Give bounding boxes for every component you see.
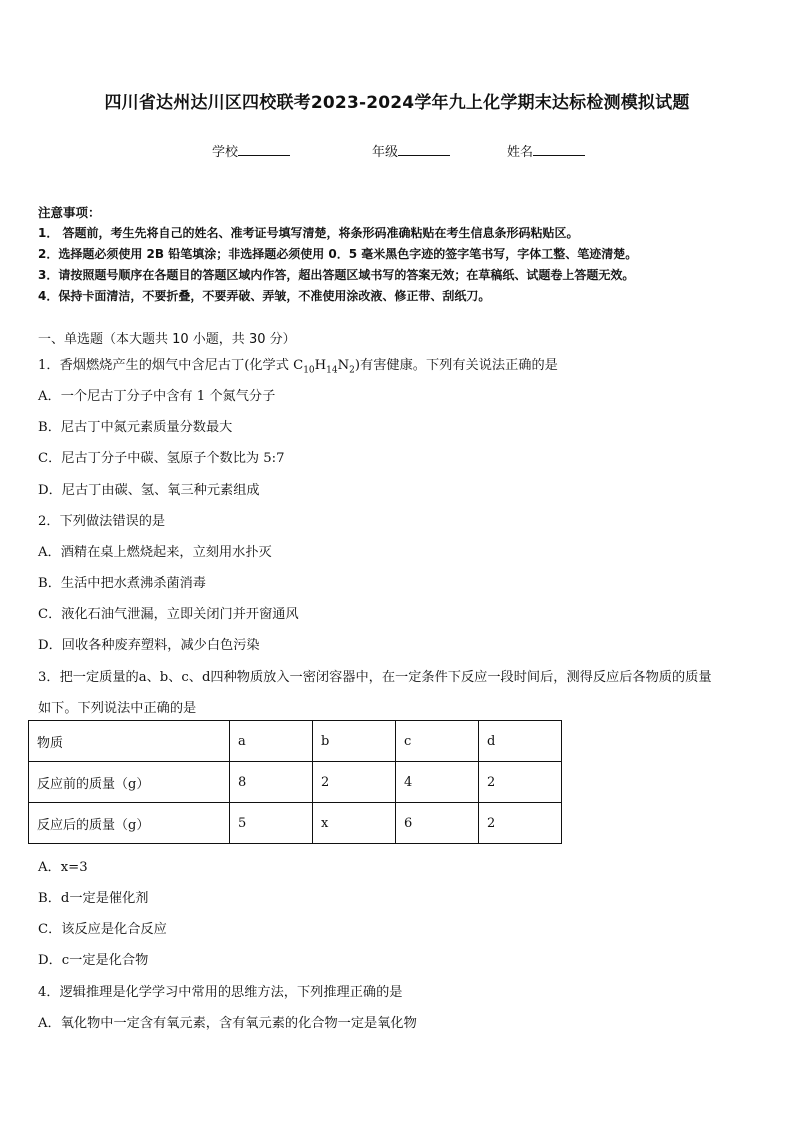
section-title: 一、单选题（本大题共 10 小题，共 30 分） xyxy=(38,332,296,347)
table-row xyxy=(29,762,562,803)
name-label: 姓名 xyxy=(507,145,534,160)
q1-sub-h: 14 xyxy=(326,365,338,376)
notice-item: 4．保持卡面清洁，不要折叠，不要弄破、弄皱，不准使用涂改液、修正带、刮纸刀。 xyxy=(38,289,491,303)
question-1-option-a: A．一个尼古丁分子中含有 1 个氮气分子 xyxy=(38,389,276,404)
table-cell: b xyxy=(313,721,396,762)
mass-table xyxy=(28,720,562,844)
school-label: 学校 xyxy=(212,145,239,160)
question-1-option-c: C．尼古丁分子中碳、氢原子个数比为 5:7 xyxy=(38,451,285,466)
table-cell: x xyxy=(313,803,396,844)
grade-label: 年级 xyxy=(372,145,399,160)
question-3-option-a: A．x=3 xyxy=(38,860,88,875)
table-cell: 2 xyxy=(313,762,396,803)
table-cell: 反应后的质量（g） xyxy=(29,803,230,844)
table-cell: d xyxy=(479,721,562,762)
notice-item: 1． 答题前，考生先将自己的姓名、准考证号填写清楚，将条形码准确粘贴在考生信息条形码粘贴区。 xyxy=(38,226,579,240)
table-cell: 6 xyxy=(396,803,479,844)
question-3-option-d: D．c一定是化合物 xyxy=(38,953,149,968)
q1-sub-n: 2 xyxy=(349,365,355,376)
name-field xyxy=(507,141,585,160)
question-2-option-c: C．液化石油气泄漏，立即关闭门并开窗通风 xyxy=(38,607,299,622)
notice-title: 注意事项： xyxy=(38,205,101,220)
question-1-stem xyxy=(38,354,558,376)
question-2-option-d: D．回收各种废弃塑料，减少白色污染 xyxy=(38,638,260,653)
question-2-option-b: B．生活中把水煮沸杀菌消毒 xyxy=(38,576,206,591)
table-cell: 4 xyxy=(396,762,479,803)
school-field xyxy=(212,141,290,160)
grade-blank xyxy=(398,143,450,156)
q1-sub-c: 10 xyxy=(303,365,315,376)
table-cell: 2 xyxy=(479,803,562,844)
question-4-stem: 4．逻辑推理是化学学习中常用的思维方法，下列推理正确的是 xyxy=(38,985,403,1000)
q1-stem-post: )有害健康。下列有关说法正确的是 xyxy=(354,358,558,373)
table-cell: 物质 xyxy=(29,721,230,762)
question-2-option-a: A．酒精在桌上燃烧起来，立刻用水扑灭 xyxy=(38,545,272,560)
grade-field xyxy=(372,141,450,160)
q1-n: N xyxy=(337,358,350,373)
table-cell: 反应前的质量（g） xyxy=(29,762,230,803)
q1-stem-pre: 1．香烟燃烧产生的烟气中含尼古丁(化学式 C xyxy=(38,358,304,373)
question-2-stem: 2．下列做法错误的是 xyxy=(38,514,166,529)
q1-h: H xyxy=(314,358,327,373)
table-cell: a xyxy=(230,721,313,762)
exam-title: 四川省达州达川区四校联考2023-2024学年九上化学期末达标检测模拟试题 xyxy=(104,93,690,113)
table-cell: 5 xyxy=(230,803,313,844)
question-3-stem-line1: 3．把一定质量的a、b、c、d四种物质放入一密闭容器中，在一定条件下反应一段时间后，测得反应后各物质的质量 xyxy=(38,670,712,685)
question-3-option-c: C．该反应是化合反应 xyxy=(38,922,167,937)
name-blank xyxy=(533,143,585,156)
question-3-option-b: B．d一定是催化剂 xyxy=(38,891,149,906)
table-row xyxy=(29,803,562,844)
notice-item: 3．请按照题号顺序在各题目的答题区域内作答，超出答题区域书写的答案无效；在草稿纸、试题卷上答题无效。 xyxy=(38,268,635,282)
school-blank xyxy=(238,143,290,156)
question-4-option-a: A．氧化物中一定含有氧元素，含有氧元素的化合物一定是氧化物 xyxy=(38,1016,417,1031)
question-1-option-b: B．尼古丁中氮元素质量分数最大 xyxy=(38,420,233,435)
table-cell: c xyxy=(396,721,479,762)
table-cell: 2 xyxy=(479,762,562,803)
question-1-option-d: D．尼古丁由碳、氢、氧三种元素组成 xyxy=(38,483,260,498)
table-cell: 8 xyxy=(230,762,313,803)
question-3-stem-line2: 如下。下列说法中正确的是 xyxy=(38,701,197,716)
table-header-row xyxy=(29,721,562,762)
notice-item: 2．选择题必须使用 2B 铅笔填涂；非选择题必须使用 0．5 毫米黑色字迹的签字笔书写，字体工整、笔迹清楚。 xyxy=(38,247,638,261)
